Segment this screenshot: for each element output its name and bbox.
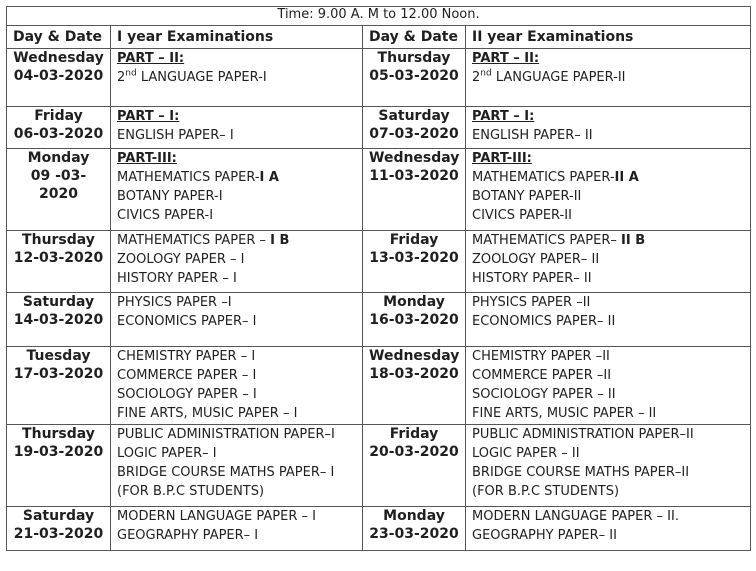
left-exam-cell [111, 149, 363, 231]
exam-line [117, 269, 356, 288]
exam-paper-text: MATHEMATICS PAPER – [117, 233, 271, 248]
exam-day: Wednesday [13, 50, 104, 66]
exam-line [117, 149, 356, 168]
exam-date: 17-03-2020 [13, 366, 104, 382]
table-row [7, 149, 751, 231]
right-day-date-cell [363, 49, 466, 107]
exam-date: 05-03-2020 [369, 68, 459, 84]
exam-line [117, 526, 356, 545]
exam-paper-text: I A [259, 170, 279, 185]
exam-date: 06-03-2020 [13, 126, 104, 142]
right-day-date-cell [363, 293, 466, 347]
right-day-date-cell [363, 231, 466, 293]
left-exam-cell [111, 107, 363, 149]
exam-day: Saturday [22, 508, 95, 524]
right-exam-cell [466, 231, 751, 293]
exam-line [472, 312, 744, 331]
exam-line [472, 168, 744, 187]
exam-paper-text: LOGIC PAPER– I [117, 446, 217, 461]
exam-line [117, 49, 356, 68]
exam-day: Wednesday [369, 348, 460, 364]
exam-line [117, 425, 356, 444]
exam-paper-text: BRIDGE COURSE MATHS PAPER– I [117, 465, 335, 480]
exam-line [117, 168, 356, 187]
table-row [7, 347, 751, 425]
right-exam-cell [466, 347, 751, 425]
exam-paper-text: 2 [472, 70, 481, 85]
exam-paper-text: CHEMISTRY PAPER –II [472, 349, 610, 364]
exam-day: Monday [27, 150, 90, 166]
exam-date: 23-03-2020 [369, 526, 459, 542]
table-row [7, 293, 751, 347]
exam-paper-text: BOTANY PAPER-II [472, 189, 582, 204]
exam-date: 16-03-2020 [369, 312, 459, 328]
timetable-body [7, 49, 751, 551]
right-day-date-cell [363, 149, 466, 231]
exam-line [472, 404, 744, 423]
exam-date: 13-03-2020 [369, 250, 459, 266]
exam-line [472, 385, 744, 404]
left-day-date-cell [7, 507, 111, 551]
left-day-date-cell [7, 293, 111, 347]
exam-paper-text: MODERN LANGUAGE PAPER – II. [472, 509, 679, 524]
right-day-date-cell [363, 425, 466, 507]
time-row [7, 7, 751, 26]
exam-paper-text: CIVICS PAPER-I [117, 208, 214, 223]
exam-paper-text: ZOOLOGY PAPER – I [117, 252, 245, 267]
left-day-date-cell [7, 49, 111, 107]
part-heading: PART – II: [117, 51, 185, 66]
exam-line [117, 206, 356, 225]
exam-paper-text: HISTORY PAPER– II [472, 271, 592, 286]
exam-day: Wednesday [369, 150, 460, 166]
exam-paper-text: II B [621, 233, 646, 248]
exam-day: Thursday [377, 50, 451, 66]
header-day-date-1: Day & Date [7, 26, 111, 49]
exam-paper-text: LOGIC PAPER – II [472, 446, 580, 461]
exam-paper-text: PUBLIC ADMINISTRATION PAPER–I [117, 427, 335, 442]
left-day-date-cell [7, 107, 111, 149]
left-exam-cell [111, 293, 363, 347]
exam-line [472, 425, 744, 444]
exam-timetable [6, 6, 751, 551]
left-day-date-cell [7, 231, 111, 293]
exam-line [472, 187, 744, 206]
part-heading: PART-III: [472, 151, 532, 166]
exam-line [117, 187, 356, 206]
exam-day: Monday [383, 508, 445, 524]
exam-paper-text: PHYSICS PAPER –I [117, 295, 232, 310]
exam-paper-text: FINE ARTS, MUSIC PAPER – I [117, 406, 298, 421]
right-exam-cell [466, 293, 751, 347]
exam-day: Friday [389, 426, 439, 442]
left-exam-cell [111, 507, 363, 551]
exam-day: Tuesday [26, 348, 91, 364]
exam-line [117, 250, 356, 269]
exam-paper-text: LANGUAGE PAPER-II [491, 70, 626, 85]
header-row [7, 26, 751, 49]
right-exam-cell [466, 149, 751, 231]
exam-line [117, 444, 356, 463]
exam-paper-text: COMMERCE PAPER –II [472, 368, 612, 383]
left-exam-cell [111, 425, 363, 507]
part-heading: PART – I: [117, 109, 180, 124]
exam-line [117, 312, 356, 331]
exam-date: 09 -03-2020 [30, 168, 87, 202]
exam-line [472, 231, 744, 250]
exam-paper-text: ZOOLOGY PAPER– II [472, 252, 600, 267]
exam-paper-text: PHYSICS PAPER –II [472, 295, 591, 310]
right-exam-cell [466, 49, 751, 107]
exam-line [117, 293, 356, 312]
exam-paper-text: LANGUAGE PAPER-I [136, 70, 267, 85]
exam-line [472, 482, 744, 501]
exam-line [117, 347, 356, 366]
exam-paper-text: FINE ARTS, MUSIC PAPER – II [472, 406, 657, 421]
right-day-date-cell [363, 347, 466, 425]
exam-line [117, 366, 356, 385]
exam-line [472, 444, 744, 463]
exam-line [472, 507, 744, 526]
exam-date: 19-03-2020 [13, 444, 104, 460]
exam-line [472, 107, 744, 126]
exam-date: 21-03-2020 [13, 526, 104, 542]
exam-date: 20-03-2020 [369, 444, 459, 460]
exam-paper-text: HISTORY PAPER – I [117, 271, 237, 286]
part-heading: PART – I: [472, 109, 535, 124]
table-row [7, 231, 751, 293]
left-exam-cell [111, 49, 363, 107]
exam-paper-text: II A [614, 170, 639, 185]
right-day-date-cell [363, 507, 466, 551]
exam-paper-text: MATHEMATICS PAPER- [472, 170, 615, 185]
exam-paper-text: PUBLIC ADMINISTRATION PAPER–II [472, 427, 694, 442]
exam-paper-text: BOTANY PAPER-I [117, 189, 223, 204]
table-row [7, 49, 751, 107]
exam-day: Friday [389, 232, 439, 248]
part-heading: PART-III: [117, 151, 177, 166]
left-exam-cell [111, 231, 363, 293]
exam-date: 12-03-2020 [13, 250, 104, 266]
exam-line [117, 385, 356, 404]
exam-line [472, 269, 744, 288]
exam-paper-text: SOCIOLOGY PAPER – I [117, 387, 257, 402]
table-row [7, 107, 751, 149]
exam-date: 04-03-2020 [13, 68, 104, 84]
exam-paper-text: 2 [117, 70, 126, 85]
exam-line [472, 347, 744, 366]
exam-day: Thursday [22, 426, 95, 442]
right-day-date-cell [363, 107, 466, 149]
exam-line [117, 126, 356, 145]
exam-line [472, 463, 744, 482]
exam-paper-text: COMMERCE PAPER – I [117, 368, 257, 383]
exam-line [117, 482, 356, 501]
exam-time: Time: 9.00 A. M to 12.00 Noon. [7, 7, 751, 26]
exam-paper-text: I B [270, 233, 290, 248]
exam-line [472, 126, 744, 145]
left-day-date-cell [7, 425, 111, 507]
table-row [7, 425, 751, 507]
exam-line [117, 68, 356, 87]
exam-paper-text: nd [125, 68, 137, 79]
header-year2: II year Examinations [466, 26, 751, 49]
exam-day: Saturday [378, 108, 450, 124]
exam-line [117, 507, 356, 526]
exam-date: 18-03-2020 [369, 366, 459, 382]
left-exam-cell [111, 347, 363, 425]
exam-line [117, 463, 356, 482]
exam-line [472, 250, 744, 269]
exam-date: 07-03-2020 [369, 126, 459, 142]
exam-paper-text: MATHEMATICS PAPER– [472, 233, 621, 248]
exam-date: 14-03-2020 [13, 312, 104, 328]
right-exam-cell [466, 107, 751, 149]
exam-paper-text: BRIDGE COURSE MATHS PAPER–II [472, 465, 690, 480]
table-row [7, 507, 751, 551]
exam-line [472, 49, 744, 68]
header-day-date-2: Day & Date [363, 26, 466, 49]
right-exam-cell [466, 425, 751, 507]
exam-line [472, 526, 744, 545]
exam-paper-text: ENGLISH PAPER– I [117, 128, 234, 143]
exam-line [117, 231, 356, 250]
exam-day: Monday [383, 294, 445, 310]
exam-paper-text: ENGLISH PAPER– II [472, 128, 593, 143]
exam-paper-text: ECONOMICS PAPER– II [472, 314, 616, 329]
exam-paper-text: (FOR B.P.C STUDENTS) [472, 484, 620, 499]
exam-line [472, 149, 744, 168]
exam-paper-text: CHEMISTRY PAPER – I [117, 349, 256, 364]
exam-paper-text: GEOGRAPHY PAPER– I [117, 528, 259, 543]
exam-paper-text: nd [480, 68, 492, 79]
exam-paper-text: (FOR B.P.C STUDENTS) [117, 484, 265, 499]
exam-paper-text: SOCIOLOGY PAPER – II [472, 387, 616, 402]
part-heading: PART – II: [472, 51, 540, 66]
exam-day: Saturday [22, 294, 95, 310]
exam-line [472, 366, 744, 385]
exam-day: Friday [34, 108, 83, 124]
right-exam-cell [466, 507, 751, 551]
exam-line [117, 107, 356, 126]
exam-paper-text: MATHEMATICS PAPER- [117, 170, 260, 185]
exam-paper-text: ECONOMICS PAPER– I [117, 314, 257, 329]
exam-day: Thursday [22, 232, 95, 248]
exam-line [472, 293, 744, 312]
header-year1: I year Examinations [111, 26, 363, 49]
exam-paper-text: MODERN LANGUAGE PAPER – I [117, 509, 316, 524]
exam-line [472, 206, 744, 225]
exam-paper-text: GEOGRAPHY PAPER– II [472, 528, 617, 543]
exam-date: 11-03-2020 [369, 168, 459, 184]
exam-paper-text: CIVICS PAPER-II [472, 208, 572, 223]
exam-line [472, 68, 744, 87]
exam-line [117, 404, 356, 423]
left-day-date-cell [7, 347, 111, 425]
left-day-date-cell [7, 149, 111, 231]
